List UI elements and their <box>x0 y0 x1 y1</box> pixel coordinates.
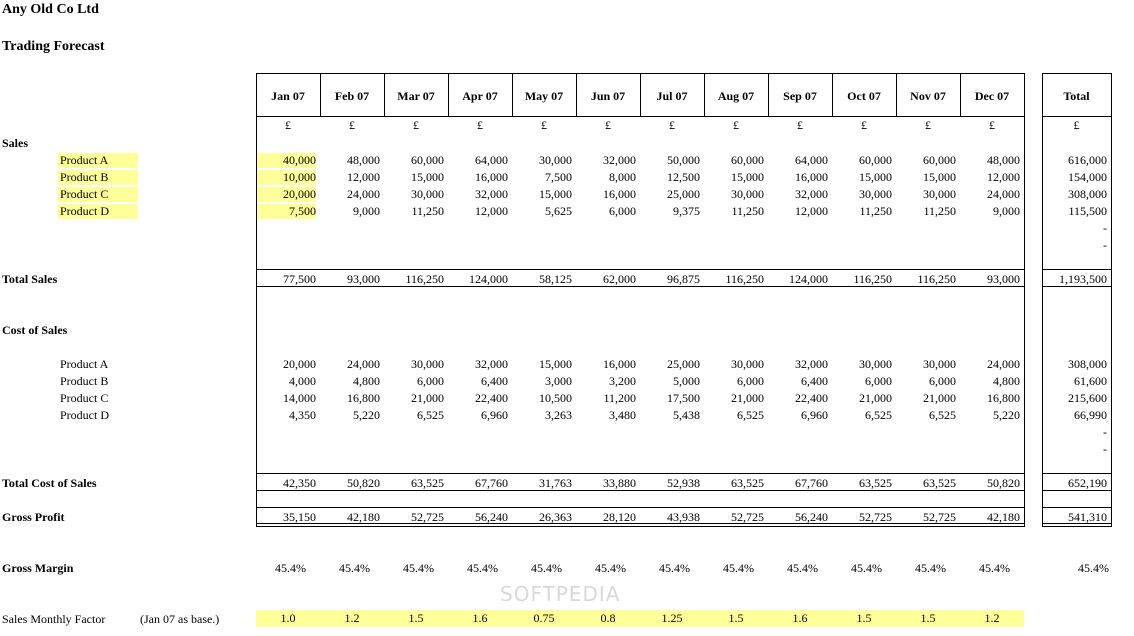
sales-factor-value: 1.2 <box>960 610 1024 627</box>
cos-product-value: 15,000 <box>539 357 572 371</box>
currency-symbol: £ <box>861 118 867 132</box>
total-cos-top-rule <box>256 473 1025 474</box>
sales-section-label: Sales <box>2 136 29 150</box>
cos-product-value: 21,000 <box>411 391 444 405</box>
month-header: Oct 07 <box>847 89 881 103</box>
gross-profit-value: 42,180 <box>987 510 1020 524</box>
cos-product-value: 6,960 <box>801 408 828 422</box>
sales-product-value: 32,000 <box>795 187 828 201</box>
table-side-border <box>1024 73 1025 526</box>
sales-product-value: 11,250 <box>923 204 956 218</box>
month-header: Sep 07 <box>783 89 817 103</box>
sales-product-value: 30,000 <box>411 187 444 201</box>
gross-margin-total: 45.4% <box>1078 561 1109 575</box>
sales-product-value: 30,000 <box>859 187 892 201</box>
gross-profit-value: 56,240 <box>795 510 828 524</box>
total-sales-label: Total Sales <box>2 272 58 286</box>
total-cos-value: 52,938 <box>667 476 700 490</box>
total-top-border <box>1042 73 1112 74</box>
month-header: Jul 07 <box>656 89 688 103</box>
gross-margin-value: 45.4% <box>339 561 370 575</box>
sales-product-value: 24,000 <box>347 187 380 201</box>
gross-margin-value: 45.4% <box>403 561 434 575</box>
cos-product-value: 20,000 <box>283 357 316 371</box>
sales-product-value: 60,000 <box>923 153 956 167</box>
cos-product-value: 4,800 <box>353 374 380 388</box>
sales-product-value: 6,000 <box>609 204 636 218</box>
currency-symbol: £ <box>989 118 995 132</box>
total-cos-value: 33,880 <box>603 476 636 490</box>
cos-product-value: 4,000 <box>289 374 316 388</box>
month-header: Mar 07 <box>397 89 435 103</box>
sales-product-value: 11,250 <box>859 204 892 218</box>
sales-factor-value: 0.75 <box>512 610 576 627</box>
gross-profit-value: 43,938 <box>667 510 700 524</box>
gross-profit-value: 56,240 <box>475 510 508 524</box>
sales-product-total: 154,000 <box>1068 170 1107 184</box>
sales-product-value: 32,000 <box>603 153 636 167</box>
total-cos-top-rule <box>1042 473 1112 474</box>
cos-product-value: 6,000 <box>737 374 764 388</box>
gross-profit-value: 52,725 <box>859 510 892 524</box>
total-header-bottom-border <box>1042 116 1112 117</box>
sales-product-value: 11,250 <box>411 204 444 218</box>
sales-factor-value: 0.8 <box>576 610 640 627</box>
gross-margin-value: 45.4% <box>851 561 882 575</box>
sales-product-value: 16,000 <box>795 170 828 184</box>
cos-product-total: 215,600 <box>1068 391 1107 405</box>
sales-blank-total: - <box>1103 238 1107 252</box>
cos-blank-total: - <box>1103 442 1107 456</box>
sales-product-value: 9,000 <box>993 204 1020 218</box>
cos-product-value: 6,525 <box>865 408 892 422</box>
cos-product-value: 6,400 <box>481 374 508 388</box>
gross-margin-value: 45.4% <box>275 561 306 575</box>
total-sales-total: 1,193,500 <box>1059 272 1107 286</box>
sales-product-value: 25,000 <box>667 187 700 201</box>
sales-product-value: 30,000 <box>731 187 764 201</box>
cos-product-value: 24,000 <box>987 357 1020 371</box>
sales-factor-label: Sales Monthly Factor <box>2 612 106 626</box>
currency-symbol: £ <box>285 118 291 132</box>
sales-product-value: 60,000 <box>731 153 764 167</box>
month-header: May 07 <box>524 89 564 103</box>
cos-product-name: Product B <box>60 374 109 388</box>
total-sales-value: 116,250 <box>853 272 892 286</box>
cost-of-sales-label: Cost of Sales <box>2 323 68 337</box>
sales-product-value: 15,000 <box>539 187 572 201</box>
cos-product-value: 4,350 <box>289 408 316 422</box>
sales-product-name: Product B <box>58 170 138 185</box>
sales-product-value: 50,000 <box>667 153 700 167</box>
cos-product-value: 3,200 <box>609 374 636 388</box>
total-sales-top-rule <box>1042 269 1112 270</box>
cos-product-value: 6,525 <box>737 408 764 422</box>
gross-profit-value: 28,120 <box>603 510 636 524</box>
cos-product-value: 16,800 <box>347 391 380 405</box>
sales-product-name: Product D <box>58 204 138 219</box>
gross-profit-value: 52,725 <box>923 510 956 524</box>
cos-product-value: 24,000 <box>347 357 380 371</box>
sales-product-value: 30,000 <box>539 153 572 167</box>
cos-blank-total: - <box>1103 425 1107 439</box>
total-cos-value: 63,525 <box>859 476 892 490</box>
sales-blank-total: - <box>1103 221 1107 235</box>
sales-product-value: 12,000 <box>795 204 828 218</box>
total-sales-value: 77,500 <box>283 272 316 286</box>
sales-factor-value: 1.5 <box>896 610 960 627</box>
sales-product-value: 20,000 <box>257 187 316 202</box>
cos-product-value: 21,000 <box>859 391 892 405</box>
total-cos-value: 31,763 <box>539 476 572 490</box>
gross-profit-total: 541,310 <box>1068 510 1107 524</box>
cos-product-value: 30,000 <box>923 357 956 371</box>
cos-product-value: 21,000 <box>731 391 764 405</box>
sales-product-value: 9,375 <box>673 204 700 218</box>
total-cos-value: 50,820 <box>347 476 380 490</box>
total-cos-value: 63,525 <box>731 476 764 490</box>
sales-product-total: 115,500 <box>1068 204 1107 218</box>
cos-product-name: Product D <box>60 408 109 422</box>
gross-profit-value: 35,150 <box>283 510 316 524</box>
gross-profit-value: 52,725 <box>411 510 444 524</box>
month-header: Aug 07 <box>717 89 755 103</box>
total-sales-value: 116,250 <box>405 272 444 286</box>
sales-factor-value: 1.6 <box>448 610 512 627</box>
sales-product-value: 7,500 <box>545 170 572 184</box>
gross-margin-label: Gross Margin <box>2 561 74 575</box>
gross-profit-double-rule <box>256 526 1025 527</box>
gross-profit-value: 42,180 <box>347 510 380 524</box>
sales-factor-value: 1.0 <box>256 610 320 627</box>
sales-product-value: 15,000 <box>731 170 764 184</box>
sales-product-value: 5,625 <box>545 204 572 218</box>
sales-product-value: 15,000 <box>859 170 892 184</box>
sales-product-value: 60,000 <box>859 153 892 167</box>
sales-product-value: 15,000 <box>411 170 444 184</box>
cos-product-total: 61,600 <box>1074 374 1107 388</box>
cos-product-value: 6,000 <box>929 374 956 388</box>
total-cos-value: 63,525 <box>923 476 956 490</box>
total-sales-value: 124,000 <box>789 272 828 286</box>
cos-product-value: 30,000 <box>859 357 892 371</box>
sales-product-value: 12,000 <box>475 204 508 218</box>
cos-product-value: 32,000 <box>795 357 828 371</box>
currency-symbol: £ <box>669 118 675 132</box>
sales-product-value: 10,000 <box>257 170 316 185</box>
total-sales-value: 116,250 <box>917 272 956 286</box>
gross-margin-value: 45.4% <box>915 561 946 575</box>
month-header: Dec 07 <box>974 89 1010 103</box>
currency-symbol: £ <box>541 118 547 132</box>
currency-symbol: £ <box>1073 118 1080 132</box>
sales-factor-value: 1.6 <box>768 610 832 627</box>
cos-product-value: 3,263 <box>545 408 572 422</box>
cos-product-value: 6,525 <box>929 408 956 422</box>
watermark: SOFTPEDIA <box>500 582 621 606</box>
sales-product-value: 9,000 <box>353 204 380 218</box>
gross-margin-value: 45.4% <box>531 561 562 575</box>
total-sales-top-rule <box>256 269 1025 270</box>
month-header: Jun 07 <box>590 89 626 103</box>
cos-product-value: 5,000 <box>673 374 700 388</box>
total-cos-value: 67,760 <box>475 476 508 490</box>
total-sales-value: 96,875 <box>667 272 700 286</box>
cos-product-value: 22,400 <box>795 391 828 405</box>
cos-product-value: 30,000 <box>731 357 764 371</box>
sales-product-value: 40,000 <box>257 153 316 168</box>
sales-product-value: 48,000 <box>987 153 1020 167</box>
total-sales-value: 93,000 <box>347 272 380 286</box>
total-sales-value: 58,125 <box>539 272 572 286</box>
cos-product-value: 6,000 <box>865 374 892 388</box>
sales-product-value: 12,000 <box>987 170 1020 184</box>
gross-profit-label: Gross Profit <box>2 510 65 524</box>
sales-product-value: 60,000 <box>411 153 444 167</box>
total-cos-value: 50,820 <box>987 476 1020 490</box>
cos-product-name: Product C <box>60 391 109 405</box>
cos-product-value: 21,000 <box>923 391 956 405</box>
sales-product-total: 308,000 <box>1068 187 1107 201</box>
sales-factor-value: 1.5 <box>704 610 768 627</box>
cos-product-value: 10,500 <box>539 391 572 405</box>
sales-product-name: Product A <box>58 153 138 168</box>
total-cos-total: 652,190 <box>1068 476 1107 490</box>
total-sales-value: 124,000 <box>469 272 508 286</box>
sales-product-total: 616,000 <box>1068 153 1107 167</box>
cos-product-value: 3,000 <box>545 374 572 388</box>
gross-margin-value: 45.4% <box>467 561 498 575</box>
cos-product-value: 6,000 <box>417 374 444 388</box>
currency-symbol: £ <box>349 118 355 132</box>
total-cos-value: 42,350 <box>283 476 316 490</box>
sales-product-name: Product C <box>58 187 138 202</box>
sales-product-value: 24,000 <box>987 187 1020 201</box>
gross-profit-double-rule <box>1042 526 1112 527</box>
sales-factor-note: (Jan 07 as base.) <box>140 612 220 626</box>
month-header: Jan 07 <box>271 89 305 103</box>
gross-profit-top-rule <box>1042 507 1112 508</box>
gross-profit-top-rule <box>256 507 1025 508</box>
currency-symbol: £ <box>797 118 803 132</box>
sales-product-value: 12,500 <box>667 170 700 184</box>
total-cos-value: 63,525 <box>411 476 444 490</box>
sales-product-value: 16,000 <box>475 170 508 184</box>
sales-product-value: 7,500 <box>257 204 316 219</box>
currency-symbol: £ <box>925 118 931 132</box>
sales-product-value: 32,000 <box>475 187 508 201</box>
gross-margin-value: 45.4% <box>659 561 690 575</box>
cos-product-total: 308,000 <box>1068 357 1107 371</box>
total-right-border <box>1111 73 1112 526</box>
cos-product-value: 6,960 <box>481 408 508 422</box>
month-header: Apr 07 <box>462 89 498 103</box>
gross-margin-value: 45.4% <box>723 561 754 575</box>
cos-product-value: 32,000 <box>475 357 508 371</box>
sales-factor-value: 1.5 <box>832 610 896 627</box>
total-sales-value: 62,000 <box>603 272 636 286</box>
cos-product-value: 5,438 <box>673 408 700 422</box>
cos-product-value: 16,000 <box>603 357 636 371</box>
sales-factor-value: 1.5 <box>384 610 448 627</box>
sales-product-value: 11,250 <box>731 204 764 218</box>
cos-product-value: 6,400 <box>801 374 828 388</box>
sales-product-value: 64,000 <box>475 153 508 167</box>
month-header: Feb 07 <box>334 89 370 103</box>
total-sales-value: 93,000 <box>987 272 1020 286</box>
cos-product-value: 11,200 <box>603 391 636 405</box>
currency-symbol: £ <box>733 118 739 132</box>
cos-product-value: 16,800 <box>987 391 1020 405</box>
sales-product-value: 64,000 <box>795 153 828 167</box>
cos-product-value: 22,400 <box>475 391 508 405</box>
total-cos-value: 67,760 <box>795 476 828 490</box>
gross-profit-value: 26,363 <box>539 510 572 524</box>
sales-product-value: 30,000 <box>923 187 956 201</box>
cos-product-name: Product A <box>60 357 109 371</box>
sales-factor-value: 1.25 <box>640 610 704 627</box>
cos-product-value: 3,480 <box>609 408 636 422</box>
sales-product-value: 16,000 <box>603 187 636 201</box>
cos-product-value: 4,800 <box>993 374 1020 388</box>
currency-symbol: £ <box>413 118 419 132</box>
cos-product-value: 17,500 <box>667 391 700 405</box>
table-side-border <box>256 73 257 526</box>
currency-symbol: £ <box>477 118 483 132</box>
cos-product-total: 66,990 <box>1074 408 1107 422</box>
sales-product-value: 12,000 <box>347 170 380 184</box>
gross-profit-value: 52,725 <box>731 510 764 524</box>
cos-product-value: 25,000 <box>667 357 700 371</box>
sales-factor-value: 1.2 <box>320 610 384 627</box>
cos-product-value: 14,000 <box>283 391 316 405</box>
sales-product-value: 48,000 <box>347 153 380 167</box>
cos-product-value: 5,220 <box>993 408 1020 422</box>
month-header: Nov 07 <box>910 89 946 103</box>
cos-product-value: 30,000 <box>411 357 444 371</box>
sales-product-value: 8,000 <box>609 170 636 184</box>
currency-symbol: £ <box>605 118 611 132</box>
sales-product-value: 15,000 <box>923 170 956 184</box>
cos-product-value: 5,220 <box>353 408 380 422</box>
company-name: Any Old Co Ltd <box>2 2 99 17</box>
total-header: Total <box>1063 89 1090 103</box>
gross-margin-value: 45.4% <box>979 561 1010 575</box>
gross-margin-value: 45.4% <box>595 561 626 575</box>
cos-product-value: 6,525 <box>417 408 444 422</box>
report-title: Trading Forecast <box>2 39 105 54</box>
total-left-border <box>1042 73 1043 526</box>
total-sales-value: 116,250 <box>725 272 764 286</box>
gross-margin-value: 45.4% <box>787 561 818 575</box>
total-cost-of-sales-label: Total Cost of Sales <box>2 476 97 490</box>
